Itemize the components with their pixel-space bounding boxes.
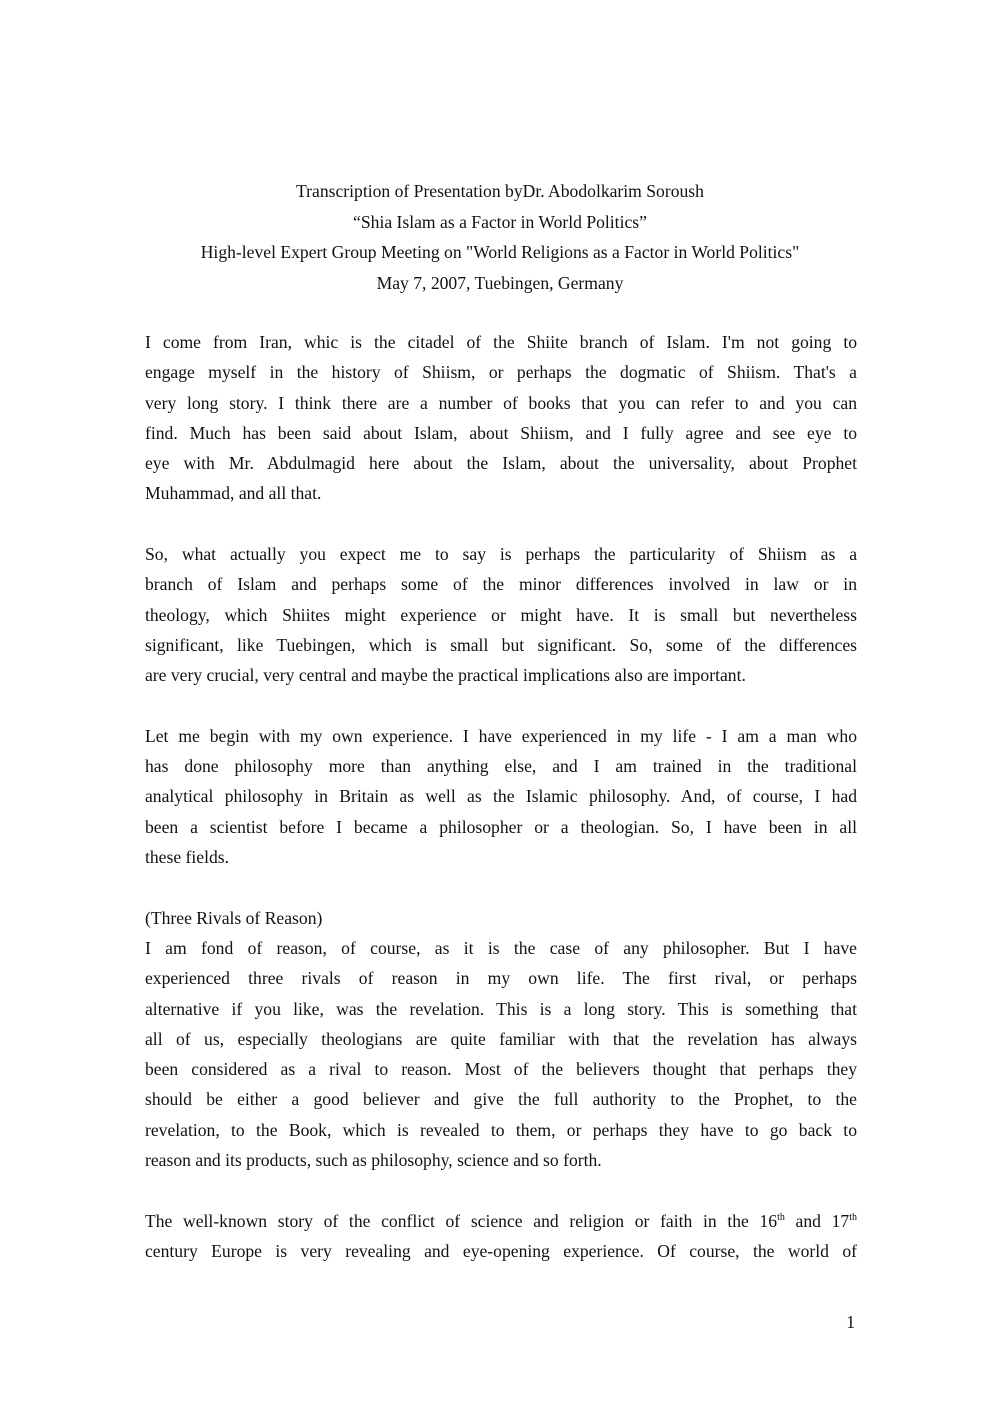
text-line: significant, like Tuebingen, which is small but significant. So, some of the differences <box>145 634 857 655</box>
text-line: been considered as a rival to reason. Most of the believers thought that perhaps they <box>145 1059 857 1080</box>
text-fragment: The well-known story of the conflict of science and religion or faith in the 16 <box>145 1210 778 1231</box>
text-line: So, what actually you expect me to say is perhaps the particularity of Shiism as a <box>145 544 857 565</box>
paragraph-4 <box>145 933 857 1175</box>
section-subheading <box>145 903 857 933</box>
document-header <box>145 176 855 298</box>
text-line: has done philosophy more than anything else, and I am trained in the traditional <box>145 756 857 777</box>
paragraph-3 <box>145 721 857 872</box>
text-line: engage myself in the history of Shiism, or perhaps the dogmatic of Shiism. That's a <box>145 362 857 383</box>
text-line: analytical philosophy in Britain as well as the Islamic philosophy. And, of course, I had <box>145 786 857 807</box>
text-line: these fields. <box>145 847 230 868</box>
text-line: revelation, to the Book, which is revealed to them, or perhaps they have to go back to <box>145 1119 857 1140</box>
paragraph-2 <box>145 539 857 690</box>
text-line: I am fond of reason, of course, as it is the case of any philosopher. But I have <box>145 937 857 958</box>
page-number: 1 <box>846 1312 855 1332</box>
text-line: century Europe is very revealing and eye-opening experience. Of course, the world of <box>145 1240 857 1261</box>
paragraph-1 <box>145 327 857 509</box>
document-body <box>145 327 857 1266</box>
header-talk-title: “Shia Islam as a Factor in World Politics” <box>353 211 647 232</box>
text-line: find. Much has been said about Islam, about Shiism, and I fully agree and see eye to <box>145 422 857 443</box>
text-line: theology, which Shiites might experience or might have. It is small but nevertheless <box>145 604 857 625</box>
header-date-location: May 7, 2007, Tuebingen, Germany <box>376 272 624 293</box>
text-line: very long story. I think there are a number of books that you can refer to and you can <box>145 392 857 413</box>
text-line: all of us, especially theologians are quite familiar with that the revelation has always <box>145 1028 857 1049</box>
text-line: reason and its products, such as philosophy, science and so forth. <box>145 1150 602 1171</box>
ordinal-suffix: th <box>777 1211 785 1223</box>
text-line: should be either a good believer and give the full authority to the Prophet, to the <box>145 1089 857 1110</box>
ordinal-suffix: th <box>849 1211 857 1223</box>
text-line <box>145 1206 857 1236</box>
text-line: branch of Islam and perhaps some of the minor differences involved in law or in <box>145 574 857 595</box>
text-line: Let me begin with my own experience. I have experienced in my life - I am a man who <box>145 725 857 746</box>
paragraph-5 <box>145 1206 857 1267</box>
text-line: are very crucial, very central and maybe the practical implications also are important. <box>145 665 746 686</box>
subheading-text: (Three Rivals of Reason) <box>145 907 323 928</box>
text-fragment: and 17 <box>784 1210 850 1231</box>
text-line: Muhammad, and all that. <box>145 483 322 504</box>
text-line: eye with Mr. Abdulmagid here about the Islam, about the universality, about Prophet <box>145 453 857 474</box>
text-line: experienced three rivals of reason in my own life. The first rival, or perhaps <box>145 968 857 989</box>
header-title: Transcription of Presentation byDr. Abodolkarim Soroush <box>296 181 704 201</box>
text-line: I come from Iran, whic is the citadel of the Shiite branch of Islam. I'm not going to <box>145 332 857 352</box>
header-meeting: High-level Expert Group Meeting on "World Religions as a Factor in World Politics" <box>200 242 800 262</box>
text-line: alternative if you like, was the revelation. This is a long story. This is something that <box>145 998 857 1019</box>
text-line: been a scientist before I became a philosopher or a theologian. So, I have been in all <box>145 816 857 837</box>
